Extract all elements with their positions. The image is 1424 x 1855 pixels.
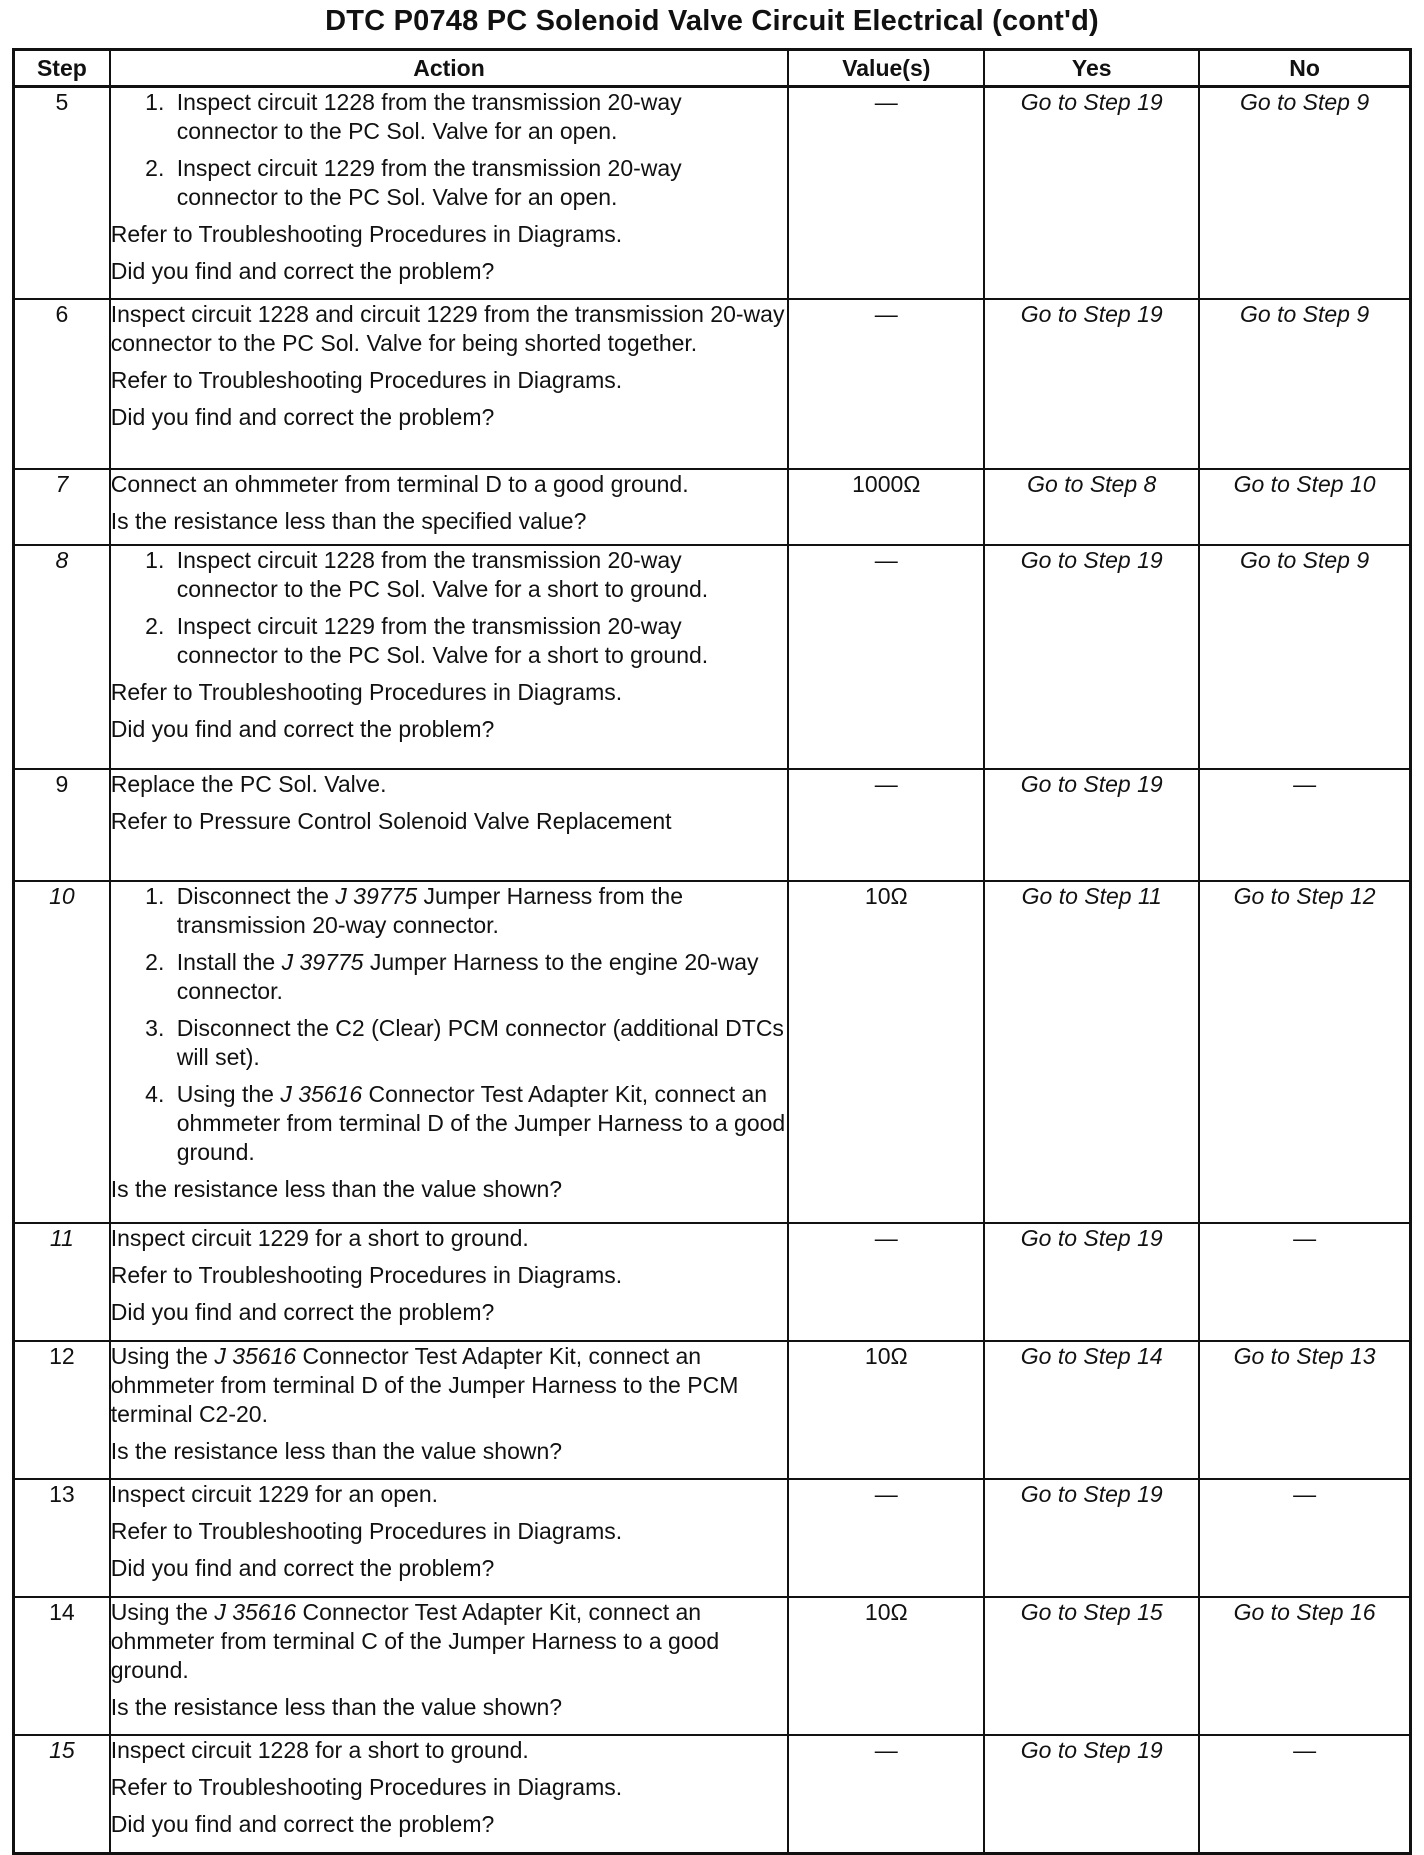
- item-text: Using the: [110, 1343, 215, 1369]
- step-number: 13: [14, 1479, 110, 1597]
- list-item: 3. Disconnect the C2 (Clear) PCM connector (additional DTCs will set).: [171, 1014, 788, 1072]
- refer-text: Refer to Troubleshooting Procedures in Diagrams.: [110, 367, 623, 393]
- value-cell: 10Ω: [788, 1597, 984, 1735]
- tool-name: J 35616: [214, 1599, 297, 1625]
- step-number: 10: [14, 881, 110, 1223]
- list-item: 1. Inspect circuit 1228 from the transmission 20-way connector to the PC Sol. Valve for a short to ground.: [171, 546, 788, 604]
- no-cell: —: [1199, 1223, 1410, 1341]
- no-cell: Go to Step 16: [1199, 1597, 1410, 1735]
- tool-name: J 39775: [281, 949, 364, 975]
- step-number: 15: [14, 1735, 110, 1854]
- list-item: 1. Inspect circuit 1228 from the transmission 20-way connector to the PC Sol. Valve for an open.: [171, 88, 788, 146]
- question-text: Did you find and correct the problem?: [110, 716, 495, 742]
- no-cell: Go to Step 9: [1199, 545, 1410, 769]
- step-number: 9: [14, 769, 110, 881]
- action-list: [111, 88, 788, 212]
- tool-name: J 35616: [280, 1081, 363, 1107]
- step-number: 8: [14, 545, 110, 769]
- question-text: Did you find and correct the problem?: [110, 1555, 495, 1581]
- yes-cell: Go to Step 19: [984, 1735, 1199, 1854]
- action-text: [111, 1342, 788, 1429]
- action-cell: [110, 881, 789, 1223]
- step-number: 7: [14, 469, 110, 545]
- question-text: Did you find and correct the problem?: [110, 258, 495, 284]
- yes-cell: Go to Step 14: [984, 1341, 1199, 1479]
- value-cell: —: [788, 1223, 984, 1341]
- value-cell: —: [788, 769, 984, 881]
- value-cell: —: [788, 87, 984, 300]
- page-title: DTC P0748 PC Solenoid Valve Circuit Electrical (cont'd): [325, 5, 1099, 37]
- diagnostic-table: [12, 48, 1412, 1855]
- action-cell: [110, 545, 789, 769]
- yes-cell: Go to Step 15: [984, 1597, 1199, 1735]
- item-text: Install the: [176, 949, 282, 975]
- item-text: Using the: [110, 1599, 215, 1625]
- action-text: Inspect circuit 1228 for a short to ground.: [110, 1737, 529, 1763]
- question-text: Is the resistance less than the value shown?: [110, 1176, 563, 1202]
- table-row: [14, 469, 1411, 545]
- table-row: [14, 1479, 1411, 1597]
- refer-text: Refer to Troubleshooting Procedures in Diagrams.: [110, 679, 623, 705]
- table-row: [14, 1341, 1411, 1479]
- table-row: [14, 1597, 1411, 1735]
- tool-name: J 39775: [335, 883, 418, 909]
- question-text: Is the resistance less than the value shown?: [110, 1438, 563, 1464]
- no-cell: Go to Step 12: [1199, 881, 1410, 1223]
- table-row: [14, 299, 1411, 469]
- action-text: Inspect circuit 1228 and circuit 1229 from the transmission 20-way connector to the PC Sol. Valve for being shorted together.: [110, 301, 785, 356]
- item-text: Jumper Harness to the engine 20-way connector.: [176, 949, 759, 1004]
- action-cell: [110, 469, 789, 545]
- yes-cell: Go to Step 19: [984, 299, 1199, 469]
- list-item: 2. Inspect circuit 1229 from the transmission 20-way connector to the PC Sol. Valve for an open.: [171, 154, 788, 212]
- item-text: Jumper Harness from the transmission 20-way connector.: [176, 883, 684, 938]
- item-text: Connector Test Adapter Kit, connect an ohmmeter from terminal D of the Jumper Harness to the PCM terminal C2-20.: [110, 1343, 739, 1427]
- header-action: Action: [110, 50, 789, 87]
- no-cell: Go to Step 9: [1199, 299, 1410, 469]
- question-text: Is the resistance less than the specified value?: [110, 508, 587, 534]
- action-text: Replace the PC Sol. Valve.: [110, 771, 387, 797]
- action-cell: [110, 1597, 789, 1735]
- refer-text: Refer to Pressure Control Solenoid Valve Replacement: [110, 808, 672, 834]
- step-number: 12: [14, 1341, 110, 1479]
- no-cell: Go to Step 9: [1199, 87, 1410, 300]
- action-text: [111, 1598, 788, 1685]
- tool-name: J 35616: [214, 1343, 297, 1369]
- step-number: 6: [14, 299, 110, 469]
- step-number: 11: [14, 1223, 110, 1341]
- yes-cell: Go to Step 19: [984, 1223, 1199, 1341]
- value-cell: —: [788, 1479, 984, 1597]
- action-list: [111, 546, 788, 670]
- table-row: [14, 545, 1411, 769]
- question-text: Did you find and correct the problem?: [110, 404, 495, 430]
- yes-cell: Go to Step 8: [984, 469, 1199, 545]
- header-no: No: [1199, 50, 1410, 87]
- table-row: [14, 881, 1411, 1223]
- action-cell: [110, 769, 789, 881]
- list-item: [171, 948, 788, 1006]
- action-cell: [110, 87, 789, 300]
- no-cell: Go to Step 10: [1199, 469, 1410, 545]
- table-row: [14, 1735, 1411, 1854]
- refer-text: Refer to Troubleshooting Procedures in Diagrams.: [110, 1262, 623, 1288]
- question-text: Did you find and correct the problem?: [110, 1811, 495, 1837]
- value-cell: —: [788, 1735, 984, 1854]
- question-text: Is the resistance less than the value shown?: [110, 1694, 563, 1720]
- item-text: Disconnect the: [176, 883, 336, 909]
- action-cell: [110, 1223, 789, 1341]
- table-row: [14, 87, 1411, 300]
- refer-text: Refer to Troubleshooting Procedures in Diagrams.: [110, 221, 623, 247]
- refer-text: Refer to Troubleshooting Procedures in Diagrams.: [110, 1518, 623, 1544]
- action-text: Inspect circuit 1229 for an open.: [110, 1481, 439, 1507]
- action-cell: [110, 299, 789, 469]
- action-text: Inspect circuit 1229 for a short to ground.: [110, 1225, 529, 1251]
- header-yes: Yes: [984, 50, 1199, 87]
- no-cell: —: [1199, 769, 1410, 881]
- yes-cell: Go to Step 19: [984, 87, 1199, 300]
- value-cell: 10Ω: [788, 1341, 984, 1479]
- yes-cell: Go to Step 19: [984, 769, 1199, 881]
- value-cell: —: [788, 299, 984, 469]
- step-number: 14: [14, 1597, 110, 1735]
- no-cell: —: [1199, 1735, 1410, 1854]
- no-cell: Go to Step 13: [1199, 1341, 1410, 1479]
- yes-cell: Go to Step 19: [984, 1479, 1199, 1597]
- item-text: Connector Test Adapter Kit, connect an ohmmeter from terminal D of the Jumper Harness to a good ground.: [176, 1081, 786, 1165]
- table-row: [14, 769, 1411, 881]
- action-cell: [110, 1735, 789, 1854]
- action-cell: [110, 1479, 789, 1597]
- no-cell: —: [1199, 1479, 1410, 1597]
- refer-text: Refer to Troubleshooting Procedures in Diagrams.: [110, 1774, 623, 1800]
- step-number: 5: [14, 87, 110, 300]
- yes-cell: Go to Step 11: [984, 881, 1199, 1223]
- value-cell: 10Ω: [788, 881, 984, 1223]
- question-text: Did you find and correct the problem?: [110, 1299, 495, 1325]
- value-cell: 1000Ω: [788, 469, 984, 545]
- action-list: [111, 882, 788, 1167]
- action-text: Connect an ohmmeter from terminal D to a good ground.: [110, 471, 689, 497]
- header-step: Step: [14, 50, 110, 87]
- action-cell: [110, 1341, 789, 1479]
- list-item: [171, 1080, 788, 1167]
- header-values: Value(s): [788, 50, 984, 87]
- item-text: Using the: [176, 1081, 281, 1107]
- value-cell: —: [788, 545, 984, 769]
- item-text: Connector Test Adapter Kit, connect an ohmmeter from terminal C of the Jumper Harness to a good ground.: [110, 1599, 720, 1683]
- table-header-row: [14, 50, 1411, 87]
- list-item: 2. Inspect circuit 1229 from the transmission 20-way connector to the PC Sol. Valve for a short to ground.: [171, 612, 788, 670]
- yes-cell: Go to Step 19: [984, 545, 1199, 769]
- list-item: [171, 882, 788, 940]
- table-row: [14, 1223, 1411, 1341]
